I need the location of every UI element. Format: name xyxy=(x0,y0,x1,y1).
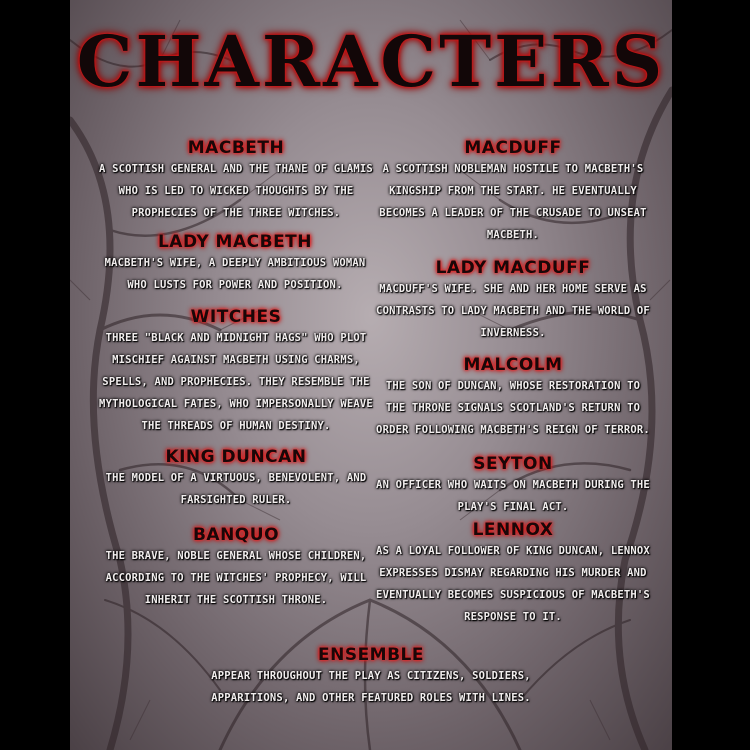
character-name: MALCOLM xyxy=(463,355,563,375)
character-description: APPEAR THROUGHOUT THE PLAY AS CITIZENS, SOLDIERS, APPARITIONS, AND OTHER FEATURED ROLES WITH LINES. xyxy=(211,670,531,704)
character-description: A SCOTTISH GENERAL AND THE THANE OF GLAMIS WHO IS LED TO WICKED THOUGHTS BY THE PROPHECIES OF THE THREE WITCHES. xyxy=(99,163,373,219)
character-description: AS A LOYAL FOLLOWER OF KING DUNCAN, LENNOX EXPRESSES DISMAY REGARDING HIS MURDER AND EVENTUALLY BECOMES SUSPICIOUS OF MACBETH'S RESPONSE TO IT. xyxy=(376,545,650,623)
character-malcolm xyxy=(374,355,652,441)
character-ensemble xyxy=(210,645,532,709)
character-king-duncan xyxy=(96,447,376,511)
character-banquo xyxy=(96,525,376,611)
character-lady-macbeth xyxy=(92,232,378,296)
character-name: WITCHES xyxy=(190,307,282,327)
character-macduff xyxy=(374,138,652,246)
character-name: LADY MACBETH xyxy=(157,232,313,252)
character-name: LADY MACDUFF xyxy=(435,258,591,278)
character-name: LENNOX xyxy=(472,520,554,540)
character-lady-macduff xyxy=(374,258,652,344)
character-name: ENSEMBLE xyxy=(317,645,425,665)
poster xyxy=(70,0,672,750)
character-description: THE SON OF DUNCAN, WHOSE RESTORATION TO THE THRONE SIGNALS SCOTLAND'S RETURN TO ORDER FOLLOWING MACBETH'S REIGN OF TERROR. xyxy=(376,380,650,436)
character-macbeth xyxy=(96,138,376,224)
character-description: A SCOTTISH NOBLEMAN HOSTILE TO MACBETH'S KINGSHIP FROM THE START. HE EVENTUALLY BECOMES A LEADER OF THE CRUSADE TO UNSEAT MACBETH. xyxy=(379,163,647,241)
character-description: THE MODEL OF A VIRTUOUS, BENEVOLENT, AND FARSIGHTED RULER. xyxy=(105,472,367,506)
character-description: AN OFFICER WHO WAITS ON MACBETH DURING THE PLAY'S FINAL ACT. xyxy=(376,479,650,513)
character-name: MACDUFF xyxy=(464,138,562,158)
character-description: THE BRAVE, NOBLE GENERAL WHOSE CHILDREN, ACCORDING TO THE WITCHES' PROPHECY, WILL INHERIT THE SCOTTISH THRONE. xyxy=(105,550,367,606)
character-name: MACBETH xyxy=(187,138,285,158)
character-witches xyxy=(96,307,376,437)
character-description: MACDUFF'S WIFE. SHE AND HER HOME SERVE AS CONTRASTS TO LADY MACBETH AND THE WORLD OF INVERNESS. xyxy=(376,283,650,339)
character-description: MACBETH'S WIFE, A DEEPLY AMBITIOUS WOMAN WHO LUSTS FOR POWER AND POSITION. xyxy=(104,257,366,291)
character-name: SEYTON xyxy=(473,454,553,474)
character-name: KING DUNCAN xyxy=(165,447,307,467)
page-title: CHARACTERS xyxy=(76,20,666,103)
character-description: THREE "BLACK AND MIDNIGHT HAGS" WHO PLOT MISCHIEF AGAINST MACBETH USING CHARMS, SPELLS, AND PROPHECIES. THEY RESEMBLE THE MYTHOLOGICAL FATES, WHO IMPERSONALLY WEAVE THE THREADS OF HUMAN DESTINY. xyxy=(99,332,373,432)
character-lennox xyxy=(374,520,652,628)
character-name: BANQUO xyxy=(192,525,280,545)
character-seyton xyxy=(374,454,652,518)
